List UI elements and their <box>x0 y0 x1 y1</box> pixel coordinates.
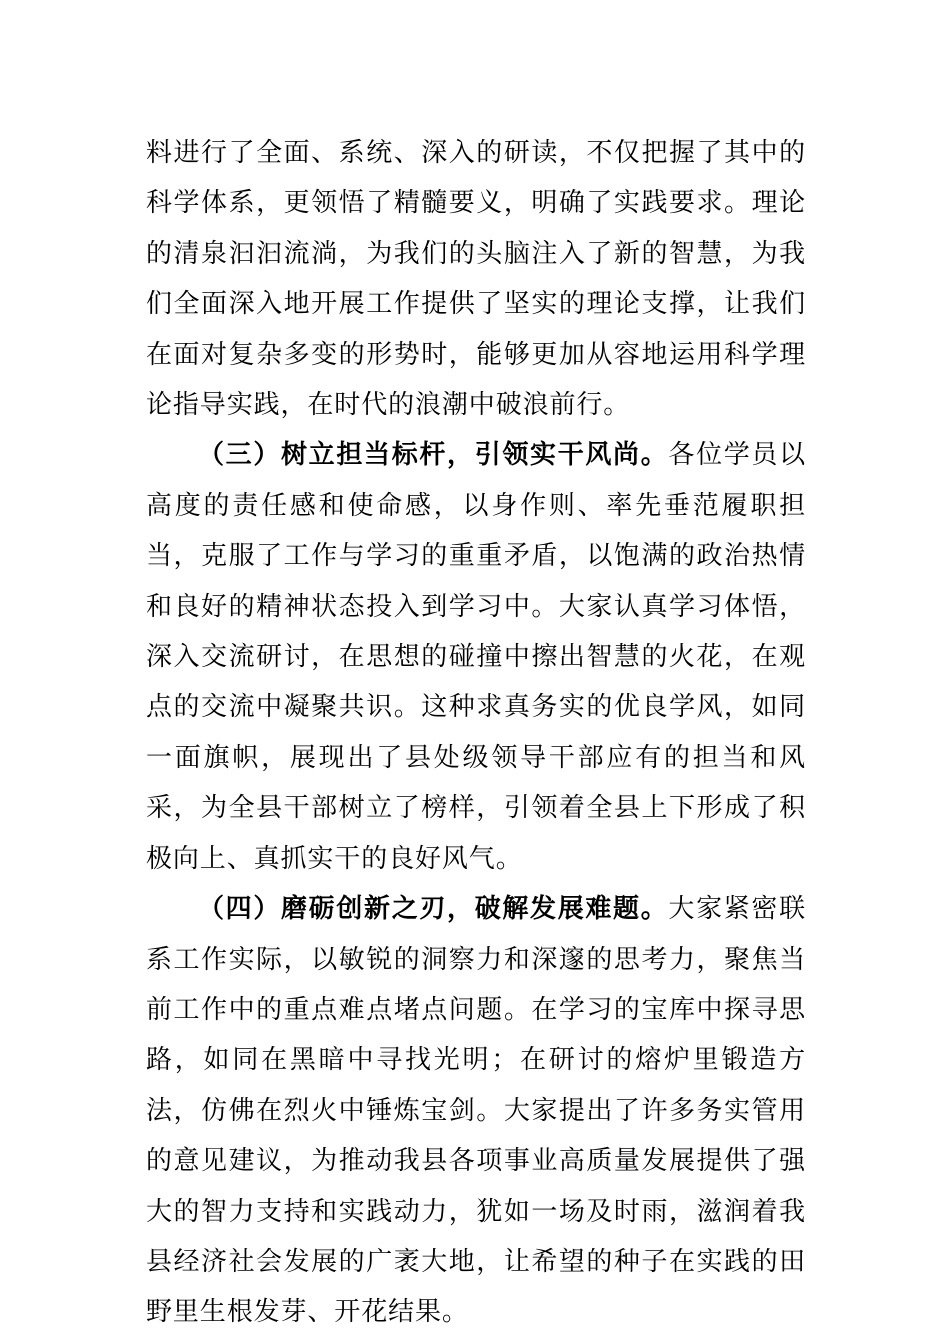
document-body <box>146 128 806 1338</box>
paragraph-text: 料进行了全面、系统、深入的研读，不仅把握了其中的科学体系，更领悟了精髓要义，明确了实践要求。理论的清泉汩汩流淌，为我们的头脑注入了新的智慧，为我们全面深入地开展工作提供了坚实的理论支撑，让我们在面对复杂多变的形势时，能够更加从容地运用科学理论指导实践，在时代的浪潮中破浪前行。 <box>146 138 806 421</box>
paragraph-section-3 <box>146 430 806 884</box>
section-heading-4: （四）磨砺创新之刃，破解发展难题。 <box>198 894 669 925</box>
paragraph-text: 各位学员以高度的责任感和使命感，以身作则、率先垂范履职担当，克服了工作与学习的重重矛盾，以饱满的政治热情和良好的精神状态投入到学习中。大家认真学习体悟，深入交流研讨，在思想的碰撞中擦出智慧的火花，在观点的交流中凝聚共识。这种求真务实的优良学风，如同一面旗帜，展现出了县处级领导干部应有的担当和风采，为全县干部树立了榜样，引领着全县上下形成了积极向上、真抓实干的良好风气。 <box>146 440 806 874</box>
paragraph-section-4 <box>146 884 806 1338</box>
paragraph-text: 大家紧密联系工作实际，以敏锐的洞察力和深邃的思考力，聚焦当前工作中的重点难点堵点问题。在学习的宝库中探寻思路，如同在黑暗中寻找光明；在研讨的熔炉里锻造方法，仿佛在烈火中锤炼宝剑。大家提出了许多务实管用的意见建议，为推动我县各项事业高质量发展提供了强大的智力支持和实践动力，犹如一场及时雨，滋润着我县经济社会发展的广袤大地，让希望的种子在实践的田野里生根发芽、开花结果。 <box>146 894 806 1328</box>
section-heading-3: （三）树立担当标杆，引领实干风尚。 <box>198 440 669 471</box>
paragraph-continued <box>146 128 806 430</box>
